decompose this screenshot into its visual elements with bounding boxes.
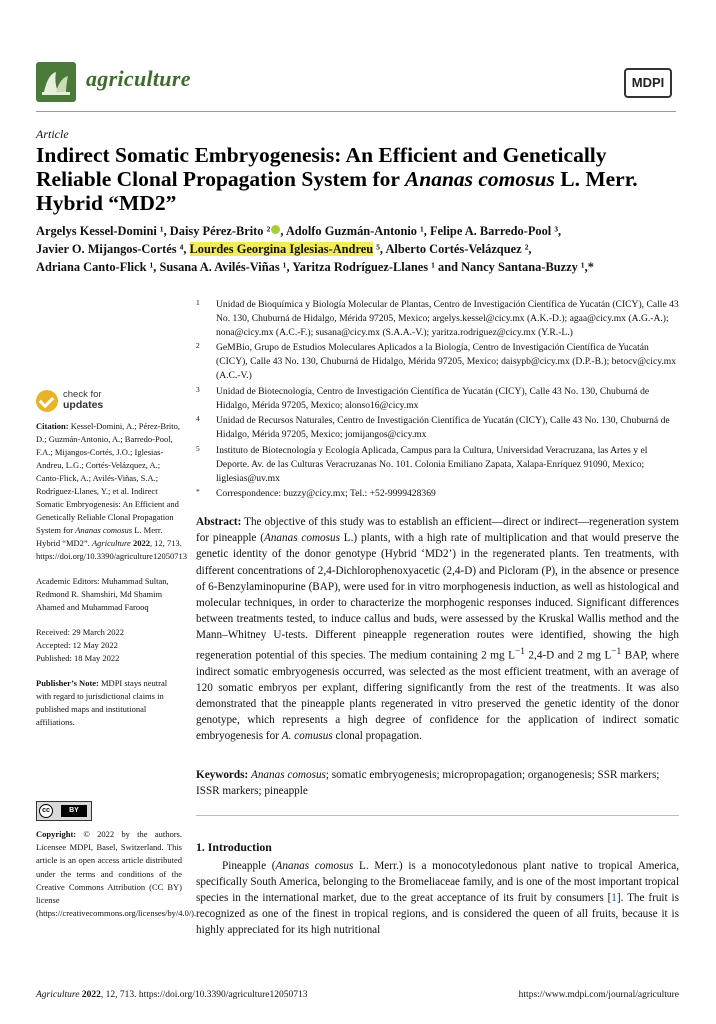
cc-by-license-icon[interactable]: [36, 801, 92, 821]
intro-text: Pineapple (: [222, 860, 276, 872]
abstract-species: Ananas comosus: [263, 532, 340, 545]
author-line-1-text: Argelys Kessel-Domini ¹, Daisy Pérez-Brito ²: [36, 224, 271, 238]
intro-text: L. Merr.) is a monocotyledonous plant native to tropical America, specifically South America, belonging to the Bromeliaceae family, and is one of the most important tropical species in the international market, due to the great acceptance of its fruit by consumers [: [196, 860, 680, 905]
section-heading: 1. Introduction: [196, 840, 272, 854]
check-for-updates-button[interactable]: [36, 390, 166, 412]
copyright-license: [36, 828, 197, 920]
footer-doi[interactable]: , 12, 713. https://doi.org/10.3390/agriculture12050713: [100, 990, 308, 1000]
section-divider: [196, 815, 679, 816]
introduction-paragraph: [196, 858, 679, 938]
affiliation-number: *: [196, 487, 200, 497]
intro-species: Ananas comosus: [275, 860, 354, 872]
author-line-2a-text: Javier O. Mijangos-Cortés ⁴,: [36, 242, 190, 256]
affiliation-text: Instituto de Biotecnología y Ecología Aplicada, Campus para la Cultura, Universidad Veracruzana, las Artes y el Deporte. Av. de las Culturas Veracruzanas No. 101. Colonia Emiliano Zapata, Xalapa-Enríquez 91090, Mexico; liglesias@uv.mx: [216, 444, 648, 484]
author-line-2b-text: ⁵, Alberto Cortés-Velázquez ²,: [373, 242, 532, 256]
mdpi-logo: MDPI: [624, 68, 672, 98]
citation-year: 2022: [130, 538, 150, 548]
copyright-label: Copyright:: [36, 829, 77, 839]
affiliation-item: [196, 341, 680, 382]
cc-icon: cc: [39, 804, 53, 818]
affiliation-number: 3: [196, 384, 200, 394]
citation-label: Citation:: [36, 421, 69, 431]
journal-logo-icon: [36, 62, 76, 102]
citation-text: Kessel-Domini, A.; Pérez-Brito, D.; Guzmán-Antonio, A.; Barredo-Pool, F.A.; Mijangos-Cortés, J.O.; Iglesias-Andreu, L.G.; Cortés-Velázquez, A.; Canto-Flick, A.; Avilés-Viñas, S.A.; Rodríguez-Llanes, Y.; et al. Indirect Somatic Embryogenesis: An Efficient and Genetically Reliable Clonal Propagation System for: [36, 421, 181, 535]
affiliation-item: [196, 385, 680, 413]
footer-journal: Agriculture: [36, 990, 80, 1000]
abstract-species: A. comusus: [281, 730, 333, 743]
abstract-superscript: −1: [611, 646, 622, 657]
title-text: Indirect Somatic Embryogenesis: An Efficient and Genetically Reliable Clonal Propagation System for: [36, 143, 607, 191]
check-updates-line2: updates: [63, 399, 104, 411]
check-updates-text: [63, 390, 103, 411]
citation-journal: Agriculture: [91, 538, 131, 548]
side-notes: [36, 420, 187, 741]
affiliation-item: [196, 298, 680, 339]
dates: [36, 626, 182, 665]
citation-species: Ananas comosus: [75, 525, 133, 535]
correspondence: [196, 487, 680, 501]
author-line-1b-text: , Adolfo Guzmán-Antonio ¹, Felipe A. Barredo-Pool ³,: [280, 224, 562, 238]
abstract-text: L.) plants, with a high rate of multiplication and that would preserve the genetic identity of the donor genotype (Hybrid ‘MD2’) in the regenerated plants. Ten treatments, with different concentrations of 2,4-Dichlorophenoxyacetic (2,4-D) and Picloram (P), in the absence or presence of 6-Benzylaminopurine (BAP), were used for in vitro morphogenesis induction, as well as histological and molecular techniques, in order to characterize the morphogenic responses induced. Significant differences between treatments tested, to induce callus and buds, were assessed by the Kruskal Wallis method and the Mann–Whitney U-tests. Different pineapple regeneration routes were identified, showing the high regeneration potential of this species. The medium containing 2 mg L: [196, 532, 679, 662]
citation: [36, 420, 187, 563]
title-species: Ananas comosus: [404, 167, 555, 191]
author-list: [36, 222, 676, 276]
header-divider: [36, 111, 676, 112]
by-icon: BY: [61, 805, 87, 817]
footer-citation: [36, 990, 308, 1000]
affiliation-item: [196, 414, 680, 442]
publisher-note: [36, 677, 182, 729]
keywords: [196, 767, 679, 799]
intro-text: ]. The fruit is recognized as one of the finest in tropical regions, and is considered the queen of all fruits, because it is highly appreciated for its high nutritional: [196, 892, 680, 937]
accepted-date: Accepted: 12 May 2022: [36, 640, 118, 650]
author-line-3: Adriana Canto-Flick ¹, Susana A. Avilés-Viñas ¹, Yaritza Rodríguez-Llanes ¹ and Nancy Santana-Buzzy ¹,*: [36, 260, 594, 274]
footer-journal-url[interactable]: https://www.mdpi.com/journal/agriculture: [518, 990, 679, 1000]
check-updates-line1: check for: [63, 389, 102, 400]
academic-editors: Academic Editors: Muhammad Sultan, Redmond R. Shamshiri, Md Shamim Ahamed and Muhammad Farooq: [36, 576, 169, 612]
abstract-text: clonal propagation.: [332, 730, 422, 743]
check-icon: [36, 390, 58, 412]
keywords-text: ; somatic embryogenesis; micropropagation; organogenesis; SSR markers; ISSR markers; pineapple: [196, 769, 660, 798]
received-date: Received: 29 March 2022: [36, 627, 125, 637]
correspondence-text: Correspondence: buzzy@cicy.mx; Tel.: +52-9999428369: [216, 488, 436, 500]
journal-name: agriculture: [86, 66, 191, 91]
affiliation-number: 1: [196, 298, 200, 307]
abstract: [196, 514, 679, 745]
affiliation-text: Unidad de Recursos Naturales, Centro de Investigación Científica de Yucatán (CICY), Calle 43 No. 130, Chuburná de Hidalgo, Mérida 97205, Mexico; jomijangos@cicy.mx: [216, 415, 670, 441]
affiliation-number: 2: [196, 341, 200, 351]
abstract-superscript: −1: [514, 646, 525, 657]
abstract-text: BAP, where indirect somatic embryogenesis occurred, was selected as the most efficient treatment, with an average of 120 somatic embryos per explant, differing significantly from the rest of the treatments. It was also demonstrated that the pineapple plants regenerated in vitro preserved the genetic identity of the donor genotype, which represents a high degree of confidence for the application of indirect somatic embryogenesis for: [196, 649, 679, 743]
highlighted-author: Lourdes Georgina Iglesias-Andreu: [189, 242, 374, 256]
abstract-label: Abstract:: [196, 516, 242, 528]
publisher-note-label: Publisher’s Note:: [36, 678, 99, 688]
title-text-end: L. Merr. Hybrid “MD2”: [36, 167, 638, 215]
footer-year: 2022: [79, 990, 101, 1000]
keywords-label: Keywords:: [196, 769, 249, 781]
affiliation-text: Unidad de Biotecnología, Centro de Investigación Científica de Yucatán (CICY), Calle 43 No. 130, Chuburná de Hidalgo, Mérida 97205, Mexico; alonso16@cicy.mx: [216, 385, 650, 411]
affiliation-number: 4: [196, 414, 200, 424]
affiliation-item: [196, 444, 680, 485]
abstract-text: 2,4-D and 2 mg L: [524, 649, 612, 662]
publisher-note-text: MDPI stays neutral with regard to jurisdictional claims in published maps and institutional affiliations.: [36, 678, 168, 727]
affiliation-text: GeMBio, Grupo de Estudios Moleculares Aplicados a la Biología, Centro de Investigación Científica de Yucatán (CICY), Calle 43 No. 130, Chuburná de Hidalgo, Mérida 97205, Mexico; daisypb@cicy.mx (D.P.-B.); betocv@cicy.mx (A.C.-V.): [216, 342, 677, 381]
author-line-2: [36, 240, 676, 258]
citation-text-2: L. Merr. Hybrid “MD2”.: [36, 525, 163, 548]
copyright-text: © 2022 by the authors. Licensee MDPI, Basel, Switzerland. This article is an open access article distributed under the terms and conditions of the Creative Commons Attribution (CC BY) license (https://creativecommons.org/licenses/by/4.0/).: [36, 829, 197, 919]
affiliation-number: 5: [196, 443, 200, 453]
affiliations: [196, 298, 680, 503]
article-title: [36, 143, 676, 215]
citation-doi: , 12, 713. https://doi.org/10.3390/agriculture12050713: [36, 538, 187, 561]
keyword-species: Ananas comosus: [251, 769, 326, 781]
affiliation-text: Unidad de Bioquímica y Biología Molecular de Plantas, Centro de Investigación Científica de Yucatán (CICY), Calle 43 No. 130, Chuburná de Hidalgo, Mérida 97205, Mexico; argelys.kessel@cicy.mx (A.K.-D.); agaa@cicy.mx (A.G.-A.); nona@cicy.mx (A.C.-F.); susana@cicy.mx (S.A.A.-V.); yaritza.rodriguez@cicy.mx (Y.R.-L.): [216, 299, 679, 338]
article-type: Article: [36, 127, 69, 141]
orcid-icon[interactable]: [271, 225, 280, 234]
author-line-1: [36, 222, 676, 240]
reference-link[interactable]: 1: [611, 892, 617, 905]
published-date: Published: 18 May 2022: [36, 653, 120, 663]
abstract-text: The objective of this study was to establish an efficient—direct or indirect—regeneration system for pineapple (: [196, 516, 679, 545]
